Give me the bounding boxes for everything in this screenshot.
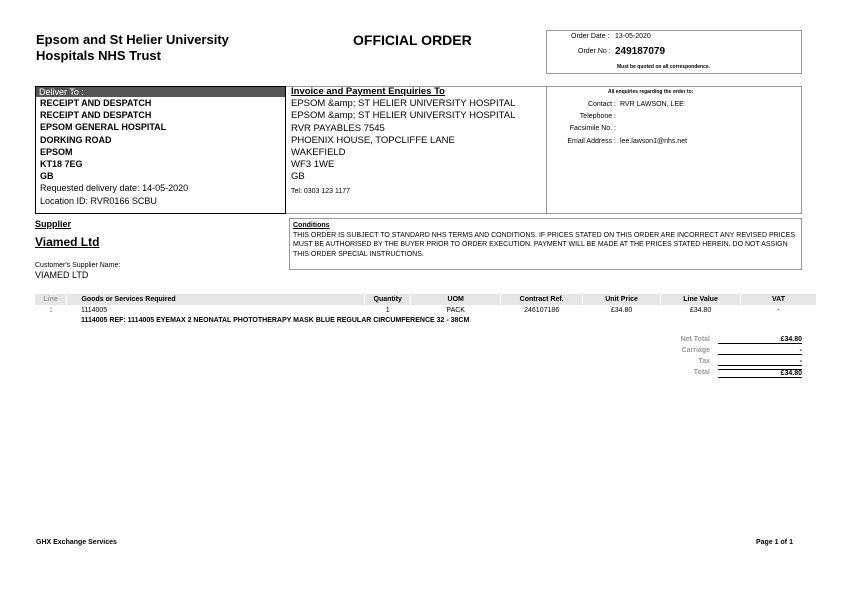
cell-unit-price: £34.80 bbox=[610, 306, 633, 314]
total-label: Total bbox=[693, 369, 710, 376]
table-header-row bbox=[35, 294, 817, 305]
order-no-label: Order No : bbox=[578, 48, 611, 55]
cell-code: 1114005 bbox=[80, 306, 108, 314]
email-value: lee.lawson1@nhs.net bbox=[620, 138, 688, 145]
order-date-value: 13-05-2020 bbox=[615, 33, 651, 40]
contact-value: RVR LAWSON, LEE bbox=[620, 101, 684, 108]
deliver-to-box bbox=[35, 86, 286, 214]
telephone-label: Telephone : bbox=[579, 113, 616, 120]
deliver-line: DORKING ROAD bbox=[40, 134, 112, 145]
invoice-line: EPSOM &amp; ST HELIER UNIVERSITY HOSPITAL bbox=[291, 110, 516, 122]
col-uom: UOM bbox=[411, 294, 501, 305]
conditions-box bbox=[289, 218, 802, 270]
cell-line-value: £34.80 bbox=[689, 306, 712, 314]
carriage-value: - bbox=[718, 347, 802, 355]
table-row bbox=[35, 305, 817, 315]
grid-divider bbox=[546, 86, 547, 214]
col-vat: VAT bbox=[741, 294, 817, 305]
tax-label: Tax bbox=[698, 358, 710, 365]
total-value: £34.80 bbox=[718, 369, 802, 378]
invoice-line: WF3 1WE bbox=[291, 159, 335, 171]
deliver-line: EPSOM bbox=[40, 146, 73, 157]
conditions-heading: Conditions bbox=[293, 222, 330, 229]
col-unit-price: Unit Price bbox=[583, 294, 661, 305]
invoice-line: RVR PAYABLES 7545 bbox=[291, 122, 385, 134]
deliver-line: KT18 7EG bbox=[40, 159, 83, 170]
invoice-line: EPSOM &amp; ST HELIER UNIVERSITY HOSPITAL bbox=[291, 98, 516, 110]
carriage-label: Carriage bbox=[681, 347, 710, 354]
invoice-line: GB bbox=[291, 171, 305, 183]
deliver-line: RECEIPT AND DESPATCH bbox=[40, 98, 152, 108]
cell-description: 1114005 REF: 1114005 EYEMAX 2 NEONATAL PHOTOTHERAPY MASK BLUE REGULAR CIRCUMFERENCE 32 - 38CM bbox=[80, 316, 470, 324]
cell-quantity: 1 bbox=[385, 306, 390, 314]
invoice-line: PHOENIX HOUSE, TOPCLIFFE LANE bbox=[291, 134, 455, 146]
order-info-box bbox=[546, 30, 802, 74]
supplier-heading: Supplier bbox=[35, 219, 72, 229]
org-line-2: Hospitals NHS Trust bbox=[36, 48, 161, 63]
cell-uom: PACK bbox=[446, 306, 465, 314]
col-quantity: Quantity bbox=[365, 294, 411, 305]
page-number: Page 1 of 1 bbox=[756, 539, 793, 546]
invoice-address bbox=[291, 86, 515, 198]
deliver-line: Requested delivery date: 14-05-2020 bbox=[40, 183, 189, 194]
tax-value: - bbox=[718, 358, 802, 366]
col-line: Line bbox=[35, 294, 67, 305]
document-title: OFFICIAL ORDER bbox=[353, 32, 472, 48]
deliver-line: EPSOM GENERAL HOSPITAL bbox=[40, 122, 167, 133]
table-row-description bbox=[35, 315, 817, 325]
organisation-name bbox=[36, 32, 229, 64]
contact-label: Contact : bbox=[587, 101, 616, 108]
contact-note: All enquiries regarding the order to: bbox=[608, 89, 694, 95]
deliver-line: Location ID: RVR0166 SCBU bbox=[40, 195, 157, 206]
footer-left: GHX Exchange Services bbox=[36, 539, 117, 546]
customer-supplier-value: VIAMED LTD bbox=[35, 270, 89, 280]
net-total-value: £34.80 bbox=[718, 336, 802, 344]
col-line-value: Line Value bbox=[661, 294, 741, 305]
org-line-1: Epsom and St Helier University bbox=[36, 32, 229, 47]
facsimile-label: Facsimile No. : bbox=[569, 125, 616, 132]
col-contract-ref: Contract Ref. bbox=[501, 294, 583, 305]
order-date-label: Order Date : bbox=[571, 33, 610, 40]
cell-line: 1 bbox=[49, 306, 53, 314]
col-goods: Goods or Services Required bbox=[67, 294, 365, 305]
invoice-tel: Tel: 0303 123 1177 bbox=[291, 187, 351, 195]
invoice-line: WAKEFIELD bbox=[291, 147, 346, 159]
deliver-heading: Deliver To : bbox=[36, 87, 285, 97]
order-no-value: 249187079 bbox=[615, 46, 666, 57]
email-label: Email Address : bbox=[567, 138, 616, 145]
deliver-line: RECEIPT AND DESPATCH bbox=[40, 110, 152, 121]
cell-contract-ref: 246107186 bbox=[524, 306, 560, 314]
deliver-line: GB bbox=[40, 171, 54, 182]
conditions-text: THIS ORDER IS SUBJECT TO STANDARD NHS TERMS AND CONDITIONS. IF PRICES STATED ON THIS ORDER ARE INCORRECT ANY REVISED PRICES MUST BE AUTHORISED BY THE BUYER PRIOR TO ORDER EXECUTION. PAYMENT WILL BE MADE AT THE PRICES STATED HEREIN. DO NOT ASSIGN THIS ORDER SPECIAL INSTRUCTIONS. bbox=[293, 231, 796, 258]
supplier-name: Viamed Ltd bbox=[35, 235, 100, 249]
net-total-label: Net Total bbox=[680, 336, 710, 343]
order-items-table bbox=[35, 294, 817, 325]
cell-vat: - bbox=[777, 306, 780, 314]
customer-supplier-label: Customer's Supplier Name: bbox=[35, 262, 121, 269]
invoice-heading: Invoice and Payment Enquiries To bbox=[291, 86, 445, 97]
order-note: Must be quoted on all correspondence. bbox=[617, 64, 711, 70]
